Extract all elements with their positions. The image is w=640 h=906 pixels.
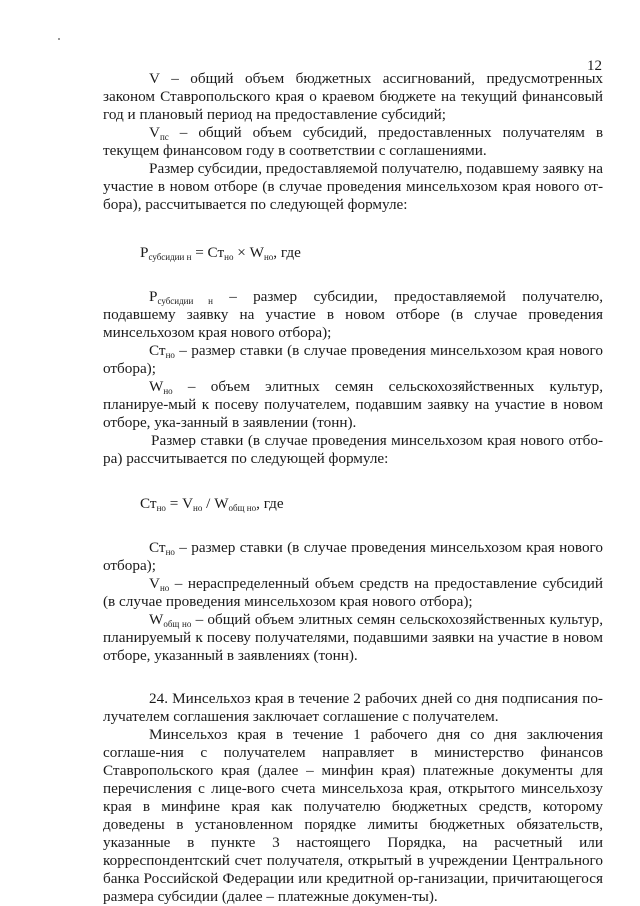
formula-stavka: $Ст_{но} = V_{но} / W_{общ но}$, где (140, 495, 284, 513)
definition-v-no: $V_{но}$ – нераспределенный объем средств на предоставление субсидий (в случае проведения минсельхозом края нового отбора); (103, 575, 603, 610)
definition-w-obsh-no: $W_{общ но}$ – общий объем элитных семян сельскохозяйственных культур, планируемый к посеву получателями, подавшими заявки на участие в новом отборе, указанный в заявлениях (тонн). (103, 611, 603, 664)
definition-p-subsidy: $Р_{субсидии н}$ – размер субсидии, предоставляемой получателю, подавшему заявку на участие в новом отборе (в случае проведения минсельхозом края нового отбора); (103, 288, 603, 341)
formula-subsidy: $Р_{субсидии н} = Ст_{но} \times W_{но}$, где (140, 244, 301, 262)
definition-st-no: $Ст_{но}$ – размер ставки (в случае проведения минсельхозом края нового отбора); (103, 342, 603, 377)
paragraph-24-payment: Минсельхоз края в течение 1 рабочего дня со дня заключения соглаше-ния с получателем направляет в министерство финансов Ставропольского края (далее – минфин края) платежные документы для перечисления с лице-вого счета минсельхоза края, открытого минсельхозу края в минфине края как получателю бюджетных средств, которому доведены в установленном порядке лимиты бюджетных обязательств, указанные в пункте 3 настоящего Порядка, на расчетный или корреспондентский счет получателя, открытый в учреждении Центрального банка Российской Федерации или кредитной ор-ганизации, причитающегося размера субсидии (далее – платежные докумен-ты). (103, 726, 603, 905)
scan-speck (58, 38, 60, 40)
paragraph-stavka-size: Размер ставки (в случае проведения минсельхозом края нового отбо-ра) рассчитывается по следующей формуле: (103, 432, 603, 467)
page-number: 12 (587, 58, 602, 74)
paragraph-subsidy-size: Размер субсидии, предоставляемой получателю, подавшему заявку на участие в новом отборе (в случае проведения минсельхозом края нового от-бора), рассчитывается по следующей формуле: (103, 160, 603, 213)
paragraph-vps-definition: $V_{пс}$ – общий объем субсидий, предоставленных получателям в текущем финансовом году в соответствии с соглашениями. (103, 124, 603, 159)
body-text (103, 70, 603, 906)
definition-w-no: $W_{но}$ – объем элитных семян сельскохозяйственных культур, планируе-мый к посеву получателем, подавшим заявку на участие в новом отборе, ука-занный в заявлении (тонн). (103, 378, 603, 431)
paragraph-24: 24. Минсельхоз края в течение 2 рабочих дней со дня подписания по-лучателем соглашения заключает соглашение с получателем. (103, 690, 603, 725)
definition-st-no-2: $Ст_{но}$ – размер ставки (в случае проведения минсельхозом края нового отбора); (103, 539, 603, 574)
paragraph-v-definition: V – общий объем бюджетных ассигнований, предусмотренных законом Ставропольского края о краевом бюджете на текущий финансовый год и плановый период на предоставление субсидий; (103, 70, 603, 123)
